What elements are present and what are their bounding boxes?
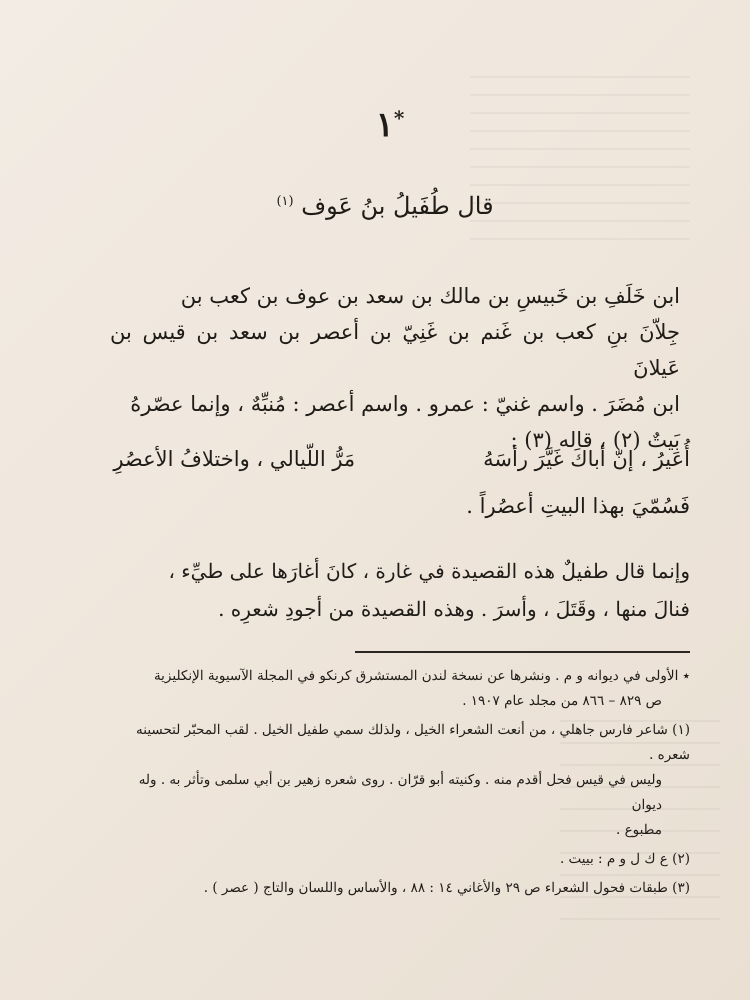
poem-number-star: * [393,106,405,130]
narration-line: وإنما قال طفيلٌ هذه القصيدة في غارة ، كانَ أغارَها على طيِّء ، [168,559,690,583]
poem-number-value: ١ [375,105,394,145]
narration-paragraph [105,552,690,628]
footnote-text: الأولى في ديوانه و م . ونشرها عن نسخة لندن المستشرق كرنكو في المجلة الآسيوية الإنكليزية [153,668,679,684]
lineage-line: جِلاّنَ بنِ كعب بن غَنم بن غَنِيّ بن أعصر بن سعد بن قيس بن عَيلانَ [110,320,680,380]
lineage-line: بَيتٌ (٢) ، قاله (٣) : [510,428,680,452]
footnote-text: وليس في قيس فحل أقدم منه . وكنيته أبو قرّان . روى شعره زهير بن أبي سلمى وتأثر به . وله ديوان [138,772,662,813]
poem-title [220,192,550,220]
footnote-3 [110,876,690,901]
lineage-paragraph [110,278,680,458]
verse-line-1 [100,445,690,474]
verse-explanation: فَسُمّيَ بهذا البيتِ أعصُراً . [466,494,690,518]
poem-number [360,105,420,145]
footnote-text: ص ٨٢٩ – ٨٦٦ من مجلد عام ١٩٠٧ . [462,693,662,709]
footnote-star [110,664,690,714]
poem-title-text: قال طُفَيلُ بنُ عَوف [301,192,494,220]
footnote-marker: (٢) [672,851,690,867]
footnote-divider [355,651,690,653]
verse-second-hemistich: مَرُّ اللّيالي ، واختلافُ الأعصُرِ [113,447,356,471]
poem-title-footnote-ref: (١) [276,194,294,209]
verse-first-hemistich: أُعَيرُ ، إنّ أباكَ غَيَّرَ رأسَهُ [483,447,690,471]
lineage-line: ابن مُضَرَ . واسم غنيّ : عمرو . واسم أعصر : مُنبِّهٌ ، وإنما عصّرهُ [130,392,680,416]
footnotes [110,664,690,905]
footnote-text: ع ك ل و م : بييت . [559,851,668,867]
verse-line-2 [300,492,690,521]
lineage-line: ابن خَلَفِ بن خَبيسِ بن مالك بن سعد بن عوف بن كعب بن [180,284,680,308]
narration-line: فنالَ منها ، وقَتَلَ ، وأسرَ . وهذه القصيدة من أجودِ شعرِه . [218,597,690,621]
footnote-marker: (١) [672,722,690,738]
footnote-text: طبقات فحول الشعراء ص ٢٩ والأغاني ١٤ : ٨٨ ، والأساس واللسان والتاج ( عصر ) . [203,880,668,896]
footnote-text: مطبوع . [616,822,662,838]
footnote-marker: (٣) [672,880,690,896]
footnote-text: شاعر فارس جاهلي ، من أنعت الشعراء الخيل ، ولذلك سمي طفيل الخيل . لقب المحبّر لتحسينه شعره . [136,722,690,763]
footnote-marker: ٭ [682,668,690,684]
footnote-2 [110,847,690,872]
footnote-1 [110,718,690,843]
